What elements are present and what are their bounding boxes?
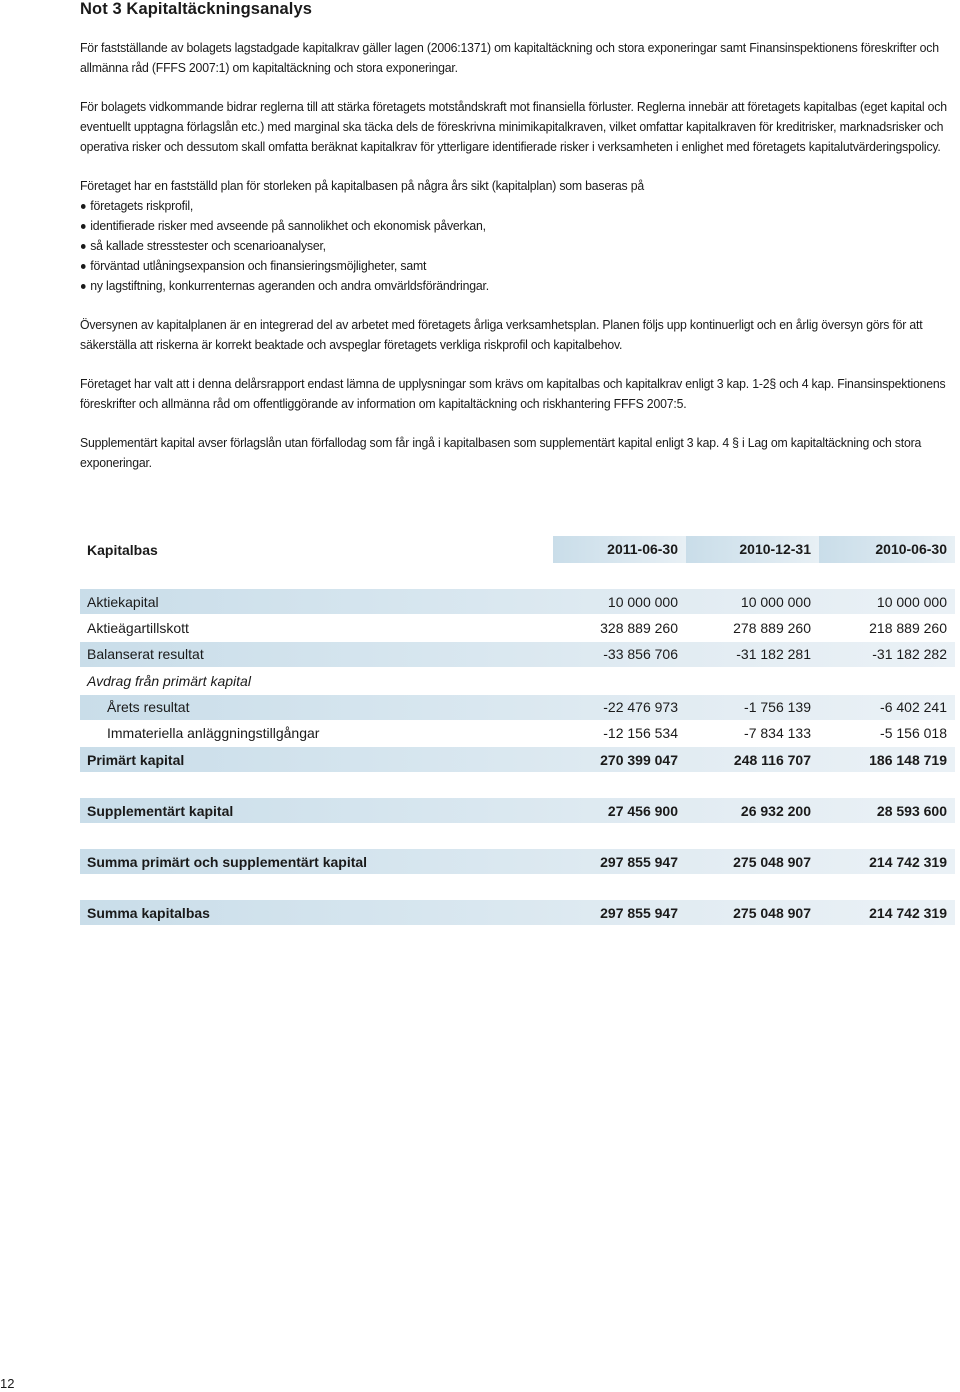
paragraph-rules-purpose: För bolagets vidkommande bidrar reglerna till att stärka företagets motståndskraft mot finansiella förluster. Reglerna innebär att företagets kapitalbas (eget kapital och eventuellt upptagna förlagslån etc.) med marginal ska täcka dels de föreskrivna minimikapitalkraven, vilket omfattar kapitalkraven för kreditrisker, marknadsrisker och operativa risker och dessutom skall omfatta beräknat kapitalkrav för ytterligare identifierade risker i verksamheten i enlighet med företagets kapitalutvärderingspolicy. <box>80 99 947 154</box>
capital-plan-list <box>80 196 955 296</box>
paragraph-capital-plan: Företaget har en fastställd plan för storleken på kapitalbasen på några års sikt (kapitalplan) som baseras på <box>80 178 644 193</box>
list-item: identifierade risker med avseende på sannolikhet och ekonomisk påverkan, <box>80 216 955 236</box>
table-header-row <box>80 536 955 563</box>
list-item: förväntad utlåningsexpansion och finansieringsmöjligheter, samt <box>80 256 955 276</box>
page-title: Not 3 Kapitaltäckningsanalys <box>80 0 313 18</box>
list-item: ny lagstiftning, konkurrenternas ageranden och andra omvärldsförändringar. <box>80 276 955 296</box>
table-row: Aktiekapital 10 000 000 10 000 000 10 000 000 <box>80 589 955 614</box>
column-header: 2011-06-30 <box>553 536 686 563</box>
paragraph-legal-basis: För fastställande av bolagets lagstadgade kapitalkrav gäller lagen (2006:1371) om kapitaltäckning och stora exponeringar samt Finansinspektionens föreskrifter och allmänna råd (FFFS 2007:1) om kapitaltäckning och stora exponeringar. <box>80 40 939 75</box>
paragraph-review: Översynen av kapitalplanen är en integrerad del av arbetet med företagets årliga verksamhetsplan. Planen följs upp kontinuerligt och en årlig översyn görs för att säkerställa att riskerna är korrekt beaktade och avspeglar företagets verkliga riskprofil och kapitalbehov. <box>80 317 923 352</box>
table-row: Avdrag från primärt kapital <box>87 672 251 689</box>
page-number: 12 <box>0 1376 15 1391</box>
table-row: Årets resultat -22 476 973 -1 756 139 -6 402 241 <box>80 695 955 720</box>
note-body <box>80 38 955 492</box>
table-row: Immateriella anläggningstillgångar -12 156 534 -7 834 133 -5 156 018 <box>107 725 947 742</box>
table-row: Aktieägartillskott 328 889 260 278 889 260 218 889 260 <box>87 619 947 636</box>
paragraph-supplementary: Supplementärt kapital avser förlagslån utan förfallodag som får ingå i kapitalbasen som supplementärt kapital enligt 3 kap. 4 § i Lag om kapitaltäckning och stora exponeringar. <box>80 435 922 470</box>
column-header: 2010-12-31 <box>686 536 819 563</box>
column-header: 2010-06-30 <box>819 536 955 563</box>
list-item: företagets riskprofil, <box>80 196 955 216</box>
table-row-sum-primary-supplementary: Summa primärt och supplementärt kapital 297 855 947 275 048 907 214 742 319 <box>80 849 955 874</box>
list-item: så kallade stresstester och scenarioanalyser, <box>80 236 955 256</box>
table-row-supplementary: Supplementärt kapital 27 456 900 26 932 200 28 593 600 <box>80 798 955 823</box>
table-row-sum-capital-base: Summa kapitalbas 297 855 947 275 048 907 214 742 319 <box>80 900 955 925</box>
table-row: Balanserat resultat -33 856 706 -31 182 281 -31 182 282 <box>80 642 955 667</box>
paragraph-disclosure: Företaget har valt att i denna delårsrapport endast lämna de upplysningar som krävs om kapitalbas och kapitalkrav enligt 3 kap. 1-2§ och 4 kap. Finansinspektionens föreskrifter och allmänna råd om offentliggörande av information om kapitaltäckning och riskhantering FFFS 2007:5. <box>80 376 946 411</box>
table-header-label: Kapitalbas <box>80 542 553 558</box>
capital-base-table <box>80 536 955 925</box>
table-row-primary-total: Primärt kapital 270 399 047 248 116 707 186 148 719 <box>80 747 955 772</box>
